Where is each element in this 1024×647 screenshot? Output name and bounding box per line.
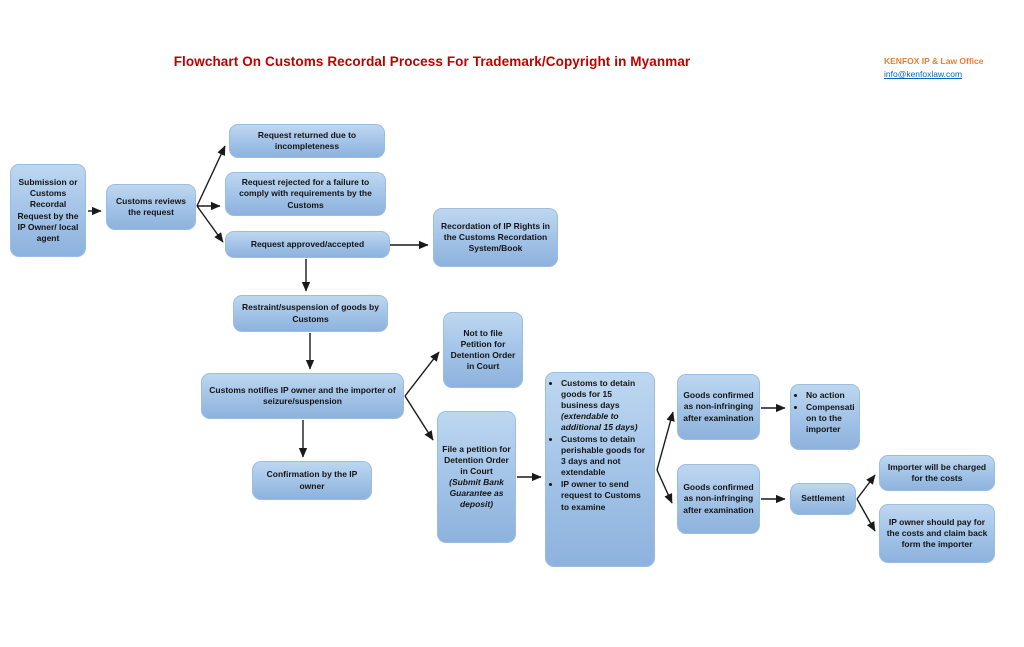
node-detention-rules (545, 372, 655, 567)
node-confirmation (252, 461, 372, 500)
node-file-petition-label: File a petition for Detention Order in Court (Submit Bank Guarantee as deposit) (442, 443, 511, 510)
detention-rule-note: (extendable to additional 15 days) (561, 411, 638, 433)
detention-rule-item: • Customs to detain perishable goods for 3 days and not extendable (561, 434, 651, 478)
node-notifies-label: Customs notifies IP owner and the importer of seizure/suspension (209, 384, 396, 406)
node-request-returned (229, 124, 385, 158)
node-notifies (201, 373, 404, 419)
node-recordation-label: Recordation of IP Rights in the Customs Recordation System/Book (441, 220, 550, 254)
node-goods-confirmed-top (677, 374, 760, 440)
arrow-settlement-to-ip-owner-pays (857, 499, 875, 531)
node-recordation (433, 208, 558, 267)
node-request-rejected-label: Request rejected for a failure to comply with requirements by the Customs (239, 177, 372, 210)
arrow-reviews-to-returned (197, 146, 225, 206)
node-importer-charged (879, 455, 995, 491)
node-submission-label: Submission or Customs Recordal Request by the IP Owner/ local agent (17, 177, 79, 243)
node-settlement (790, 483, 856, 515)
outcome-item: • Compensation to the importer (806, 402, 856, 435)
node-confirmation-label: Confirmation by the IP owner (266, 469, 358, 491)
node-customs-reviews (106, 184, 196, 230)
office-name: KENFOX IP & Law Office (884, 56, 984, 66)
node-ip-owner-pays-label: IP owner should pay for the costs and claim back form the importer (886, 516, 988, 550)
node-restraint-label: Restraint/suspension of goods by Customs (242, 302, 379, 324)
node-submission (10, 164, 86, 257)
arrow-reviews-to-approved (197, 206, 223, 242)
node-goods-confirmed-bottom-label: Goods confirmed as non-infringing after examination (683, 482, 754, 515)
node-goods-confirmed-bottom (677, 464, 760, 534)
detention-rules-list (550, 378, 651, 514)
node-request-approved (225, 231, 390, 258)
outcome-list (795, 390, 856, 436)
node-not-to-file-label: Not to file Petition for Detention Order in Court (450, 327, 516, 372)
outcome-item: • No action (806, 390, 856, 401)
page-title: Flowchart On Customs Recordal Process For Trademark/Copyright in Myanmar (173, 54, 691, 69)
node-customs-reviews-label: Customs reviews the request (116, 195, 186, 217)
node-restraint (233, 295, 388, 332)
node-request-approved-label: Request approved/accepted (250, 238, 365, 249)
node-request-rejected (225, 172, 386, 216)
branding-block (884, 55, 1019, 81)
node-settlement-label: Settlement (801, 493, 845, 504)
arrow-settlement-to-importer-charged (857, 475, 875, 499)
node-importer-charged-label: Importer will be charged for the costs (887, 461, 987, 483)
detention-rule-item: • IP owner to send request to Customs to examine (561, 479, 651, 512)
node-ip-owner-pays (879, 504, 995, 563)
node-file-petition (437, 411, 516, 543)
arrow-rules-to-goods-top (657, 412, 673, 470)
node-outcome-no-action (790, 384, 860, 450)
arrow-notifies-to-file-petition (405, 396, 433, 440)
node-request-returned-label: Request returned due to incompleteness (257, 129, 357, 151)
node-goods-confirmed-top-label: Goods confirmed as non-infringing after examination (683, 390, 754, 423)
detention-rule-item: • Customs to detain goods for 15 business days (extendable to additional 15 days) (561, 378, 651, 433)
node-not-to-file (443, 312, 523, 388)
email-link[interactable]: info@kenfoxlaw.com (884, 69, 963, 80)
arrow-notifies-to-not-to-file (405, 352, 439, 396)
arrow-rules-to-goods-bottom (657, 470, 672, 503)
node-file-petition-note: (Submit Bank Guarantee as deposit) (449, 477, 504, 510)
